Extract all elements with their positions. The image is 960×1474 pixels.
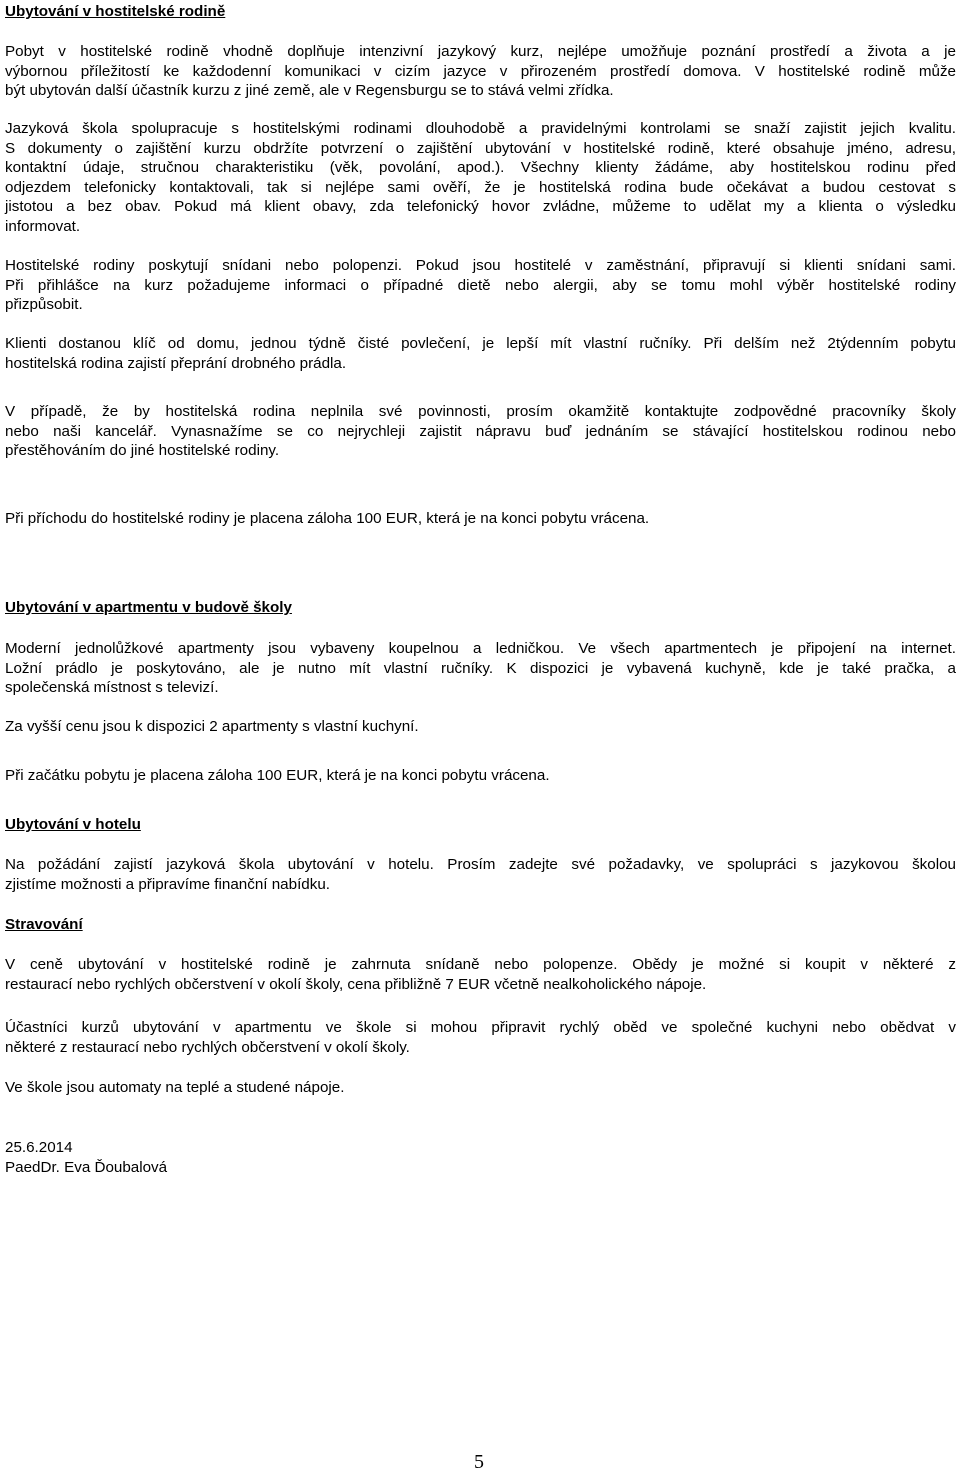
- paragraph-apartment-deposit: Při začátku pobytu je placena záloha 100 EUR, která je na konci pobytu vrácena.: [5, 767, 550, 784]
- paragraph-meals-host-family: [5, 955, 956, 994]
- text-line: V ceně ubytování v hostitelské rodině je zahrnuta snídaně nebo polopenze. Obědy je možné si koupit v některé z: [5, 956, 956, 973]
- heading-host-family: Ubytování v hostitelské rodině: [5, 3, 226, 20]
- paragraph-host-family-deposit: Při příchodu do hostitelské rodiny je placena záloha 100 EUR, která je na konci pobytu vrácena.: [5, 510, 650, 527]
- heading-apartment: Ubytování v apartmentu v budově školy: [5, 599, 292, 616]
- document-author: PaedDr. Eva Ďoubalová: [5, 1159, 168, 1176]
- text-line: Jazyková škola spolupracuje s hostitelskými rodinami dlouhodobě a pravidelnými kontrolami se snaží zajistit jejich kvalitu.: [5, 120, 956, 137]
- text-line: Na požádání zajistí jazyková škola ubytování v hotelu. Prosím zadejte své požadavky, ve spolupráci s jazykovou školou: [5, 856, 956, 873]
- text-line: Ložní prádlo je poskytováno, ale je nutno mít vlastní ručníky. K dispozici je vybavená kuchyně, kde je také pračka, a: [5, 659, 956, 677]
- paragraph-host-family-cooperation: [5, 119, 956, 236]
- paragraph-meals-vending: Ve škole jsou automaty na teplé a studené nápoje.: [5, 1079, 345, 1096]
- text-line: nebo naši kancelář. Vynasnažíme se co nejrychleji zajistit nápravu buď jednáním se stávající hostitelskou rodinou nebo: [5, 422, 956, 440]
- text-line: Při přihlášce na kurz požadujeme informaci o případné dietě nebo alergii, aby se tomu mohl výběr hostitelské rodiny: [5, 276, 956, 294]
- text-line: zjistíme možnosti a připravíme finanční nabídku.: [5, 875, 330, 893]
- heading-meals: Stravování: [5, 916, 83, 933]
- text-line: Účastníci kurzů ubytování v apartmentu ve škole si mohou připravit rychlý oběd ve společné kuchyni nebo obědvat v: [5, 1019, 956, 1036]
- text-line: přizpůsobit.: [5, 296, 83, 313]
- text-line: Klienti dostanou klíč od domu, jednou týdně čisté povlečení, je lepší mít vlastní ručníky. Při delším než 2týdenním pobytu: [5, 335, 956, 352]
- paragraph-apartment-intro: [5, 639, 956, 698]
- heading-hotel: Ubytování v hotelu: [5, 816, 141, 833]
- text-line: odjezdem telefonicky kontaktovali, tak si nejlépe sami ověří, že je hostitelská rodina bude očekávat a budou cestovat s: [5, 178, 956, 196]
- paragraph-host-family-key: [5, 334, 956, 373]
- text-line: společenská místnost s televizí.: [5, 679, 219, 696]
- text-line: Pobyt v hostitelské rodině vhodně doplňuje intenzivní jazykový kurz, nejlépe umožňuje poznání prostředí a života a je: [5, 43, 956, 60]
- text-line: být ubytován další účastník kurzu z jiné země, ale v Regensburgu se to stává velmi zřídka.: [5, 82, 614, 99]
- document-date: 25.6.2014: [5, 1139, 73, 1156]
- paragraph-hotel: [5, 855, 956, 894]
- text-line: hostitelská rodina zajistí přeprání drobného prádla.: [5, 354, 347, 372]
- text-line: informovat.: [5, 217, 81, 235]
- text-line: výbornou příležitostí ke každodenní komunikaci v cizím jazyce v přirozeném prostředí domova. V hostitelské rodině může: [5, 62, 956, 80]
- text-line: Hostitelské rodiny poskytují snídani nebo polopenzi. Pokud jsou hostitelé v zaměstnání, připravují si klienti snídani sami.: [5, 257, 956, 274]
- text-line: kontaktní údaje, stručnou charakteristiku (věk, povolání, apod.). Všechny klienty žádáme, aby hostitelskou rodinu před: [5, 159, 956, 176]
- text-line: jistotou a bez obav. Pokud má klient obavy, zda telefonický hovor zvládne, můžeme to udělat my a klienta o výsledku: [5, 198, 956, 215]
- text-line: restaurací nebo rychlých občerstvení v okolí školy, cena přibližně 7 EUR včetně nealkoholického nápoje.: [5, 975, 707, 993]
- text-line: V případě, že by hostitelská rodina neplnila své povinnosti, prosím okamžitě kontaktujte zodpovědné pracovníky školy: [5, 403, 956, 420]
- paragraph-apartment-kitchen: Za vyšší cenu jsou k dispozici 2 apartmenty s vlastní kuchyní.: [5, 718, 419, 735]
- paragraph-host-family-intro: [5, 42, 956, 101]
- paragraph-host-family-complaints: [5, 402, 956, 461]
- text-line: S dokumenty o zajištění kurzu obdržíte potvrzení o zajištění ubytování v hostitelské rodině, které obsahuje jméno, adresu,: [5, 139, 956, 157]
- paragraph-meals-apartment: [5, 1018, 956, 1057]
- text-line: některé z restaurací nebo rychlých občerstvení v okolí školy.: [5, 1038, 410, 1056]
- paragraph-host-family-meals: [5, 256, 956, 315]
- text-line: Moderní jednolůžkové apartmenty jsou vybaveny koupelnou a ledničkou. Ve všech apartmentech je připojení na internet.: [5, 640, 956, 657]
- page-number: 5: [474, 1451, 484, 1473]
- text-line: přestěhováním do jiné hostitelské rodiny.: [5, 442, 280, 459]
